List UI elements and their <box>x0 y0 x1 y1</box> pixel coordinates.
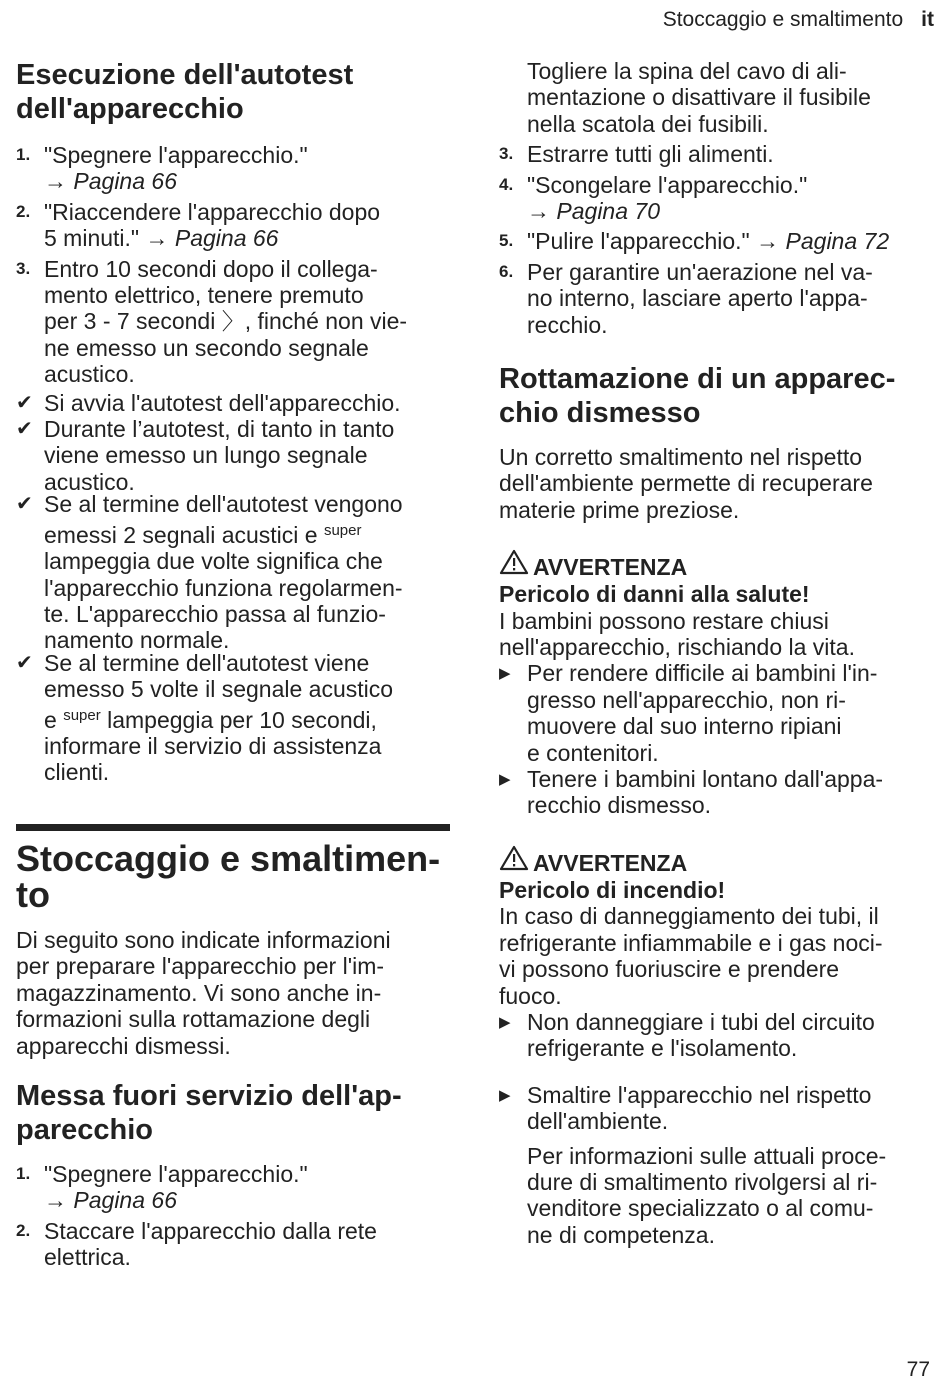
warning-header: AVVERTENZA <box>499 549 939 581</box>
warning-subtitle: Pericolo di danni alla salute! <box>499 581 810 608</box>
autotest-section <box>16 58 452 786</box>
warning-text: I bambini possono restare chiusi nell'apparecchio, rischiando la vita. <box>499 607 855 661</box>
check-icon: ✔ <box>16 493 33 516</box>
triangle-bullet-icon: ▶ <box>499 771 511 789</box>
arrow-right-icon: → <box>145 225 175 252</box>
warning-fire <box>499 845 939 1062</box>
warning-triangle-icon <box>499 845 533 877</box>
storage-section <box>16 824 450 1271</box>
autotest-step-1: 1. "Spegnere l'apparecchio." → Pagina 66 <box>16 142 308 195</box>
warning-action: ▶ Per rendere difficile ai bambini l'in- gresso nell'apparecchio, non ri- muovere dal suo interno ripiani e contenitori. <box>499 660 878 766</box>
triangle-bullet-icon: ▶ <box>499 665 511 683</box>
final-action: ▶ Smaltire l'apparecchio nel rispetto dell'ambiente. <box>499 1081 872 1135</box>
header-language: it <box>921 8 934 31</box>
warning-header: AVVERTENZA <box>499 845 939 877</box>
page-ref[interactable]: Pagina 70 <box>556 198 660 225</box>
decommission-step-4: 4. "Scongelare l'apparecchio." → Pagina 70 <box>499 171 808 225</box>
warning-subtitle: Pericolo di incendio! <box>499 876 726 903</box>
autotest-step-3: 3. Entro 10 secondi dopo il collega- mento elettrico, tenere premuto per 3 - 7 secondi 〉, finché non vie- ne emesso un secondo segnale acustico. <box>16 255 408 388</box>
decommission-step-3: 3. Estrarre tutti gli alimenti. <box>499 141 774 168</box>
decommission-step-2-continued: Togliere la spina del cavo di ali- mentazione o disattivare il fusibile nella scatola dei fusibili. <box>527 58 871 137</box>
page-ref[interactable]: Pagina 66 <box>174 225 279 252</box>
autotest-result-3: ✔ Se al termine dell'autotest vengono emessi 2 segnali acustici e $^{super}$ lampeggia due volte significa che l'apparecchio funziona regolarmen- te. L'apparecchio passa al funzio- namento normale. <box>16 491 403 654</box>
page-number: 77 <box>906 1358 930 1381</box>
autotest-step-2: 2. "Riaccendere l'apparecchio dopo 5 minuti." → Pagina 66 <box>16 198 381 252</box>
page-ref[interactable]: Pagina 66 <box>73 168 177 195</box>
triangle-bullet-icon: ▶ <box>499 1013 511 1031</box>
autotest-title: Esecuzione dell'autotest dell'apparecchio <box>16 59 354 125</box>
header-section-title: Stoccaggio e smaltimento <box>662 8 904 31</box>
decommission-step-6: 6. Per garantire un'aerazione nel va- no interno, lasciare aperto l'appa- recchio. <box>499 258 873 338</box>
super-indicator: super <box>63 706 101 724</box>
autotest-result-4: ✔ Se al termine dell'autotest viene emesso 5 volte il segnale acustico e $^{super}$ lampeggia per 10 secondi, informare il servizio di assistenza clienti. <box>16 649 394 786</box>
chevron-right-icon: 〉 <box>221 308 245 335</box>
decommission-step-5: 5. "Pulire l'apparecchio." → Pagina 72 <box>499 228 890 255</box>
disposal-intro: Un corretto smaltimento nel rispetto dell'ambiente permette di recuperare materie prime preziose. <box>499 444 873 523</box>
check-icon: ✔ <box>16 391 33 414</box>
decommission-title: Messa fuori servizio dell'ap- parecchio <box>16 1080 402 1147</box>
arrow-right-icon: → <box>527 198 557 225</box>
final-note: Per informazioni sulle attuali proce- dure di smaltimento rivolgersi al ri- venditore specializzato o al comu- ne di competenza. <box>527 1142 887 1248</box>
super-indicator: super <box>323 521 362 539</box>
disposal-section <box>499 362 939 1248</box>
check-icon: ✔ <box>16 651 33 674</box>
decommission-step-1: 1. "Spegnere l'apparecchio." → Pagina 66 <box>16 1161 308 1214</box>
page-ref[interactable]: Pagina 72 <box>785 228 890 255</box>
autotest-result-2: ✔ Durante l’autotest, di tanto in tanto viene emesso un lungo segnale acustico. <box>16 416 395 495</box>
decommission-continued <box>499 58 939 338</box>
arrow-right-icon: → <box>756 228 786 255</box>
warning-text: In caso di danneggiamento dei tubi, il refrigerante infiammabile e i gas noci- vi possono fuoriuscire e prendere fuoco. <box>499 903 883 1009</box>
decommission-step-2: 2. Staccare l'apparecchio dalla rete elettrica. <box>16 1217 377 1271</box>
storage-intro: Di seguito sono indicate informazioni per preparare l'apparecchio per l'im- magazzinamento. Vi sono anche in- formazioni sulla rottamazione degli apparecchi dismessi. <box>16 927 391 1059</box>
storage-title: Stoccaggio e smaltimen- to <box>16 838 441 915</box>
triangle-bullet-icon: ▶ <box>499 1086 511 1104</box>
arrow-right-icon: → <box>44 1187 74 1214</box>
page-ref[interactable]: Pagina 66 <box>73 1187 177 1214</box>
check-icon: ✔ <box>16 418 33 441</box>
warning-triangle-icon <box>499 549 533 581</box>
warning-action: ▶ Non danneggiare i tubi del circuito refrigerante e l'isolamento. <box>499 1008 875 1062</box>
arrow-right-icon: → <box>44 168 74 195</box>
warning-action: ▶ Tenere i bambini lontano dall'appa- recchio dismesso. <box>499 766 884 819</box>
section-divider <box>16 824 450 831</box>
disposal-title: Rottamazione di un apparec- chio dismesso <box>499 363 896 429</box>
autotest-result-1: ✔ Si avvia l'autotest dell'apparecchio. <box>16 389 401 416</box>
warning-health <box>499 549 939 819</box>
running-header <box>663 8 934 32</box>
